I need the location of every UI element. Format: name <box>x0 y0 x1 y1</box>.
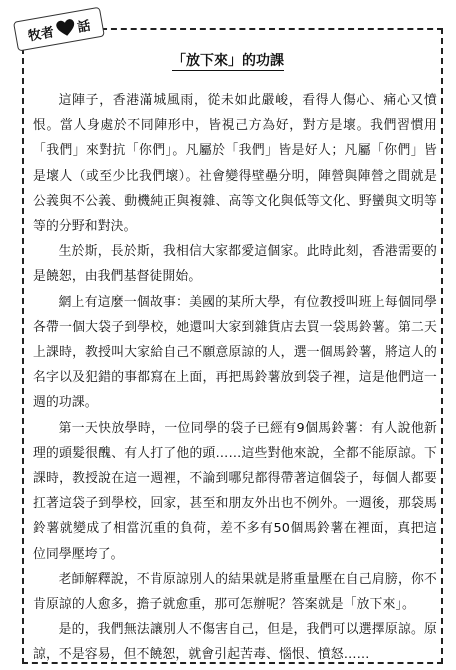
article-body <box>33 88 437 668</box>
badge-right-text: 話 <box>76 18 92 36</box>
badge-left-text: 牧者 <box>26 24 56 44</box>
heart-icon <box>54 17 77 38</box>
paragraph-5: 老師解釋說，不肯原諒別人的結果就是將重量壓在自己肩膀，你不肯原諒的人愈多，擔子就愈重，那可怎辦呢？答案就是「放下來」。 <box>33 571 437 613</box>
paragraph-1: 這陣子，香港滿城風雨，從未如此嚴峻，看得人傷心、痛心又憤恨。當人身處於不同陣形中，皆視己方為好，對方是壞。我們習慣用「我們」來對抗「你們」。凡屬於「我們」皆是好人；凡屬「你們」皆是壞人（或至少比我們壞）。社會變得壁壘分明，陣營與陣營之間就是公義與不公義、動機純正與複雜、高等文化與低等文化、野蠻與文明等等的分野和對決。 <box>33 93 437 235</box>
paragraph-4: 第一天快放學時，一位同學的袋子已經有9個馬鈴薯：有人說他新理的頭髮很醜、有人打了他的頭……這些對他來說，全都不能原諒。下課時，教授說在這一週裡，不論到哪兒都得帶著這個袋子，每個人都要扛著這袋子到學校，回家，甚至和朋友外出也不例外。一週後，那袋馬鈴薯就變成了相當沉重的負荷，差不多有50個馬鈴薯在裡面，真把這位同學壓垮了。 <box>33 420 437 562</box>
paragraph-3: 網上有這麼一個故事：美國的某所大學，有位教授叫班上每個同學各帶一個大袋子到學校，她還叫大家到雜貨店去買一袋馬鈴薯。第二天上課時，教授叫大家給自己不願意原諒的人，選一個馬鈴薯，將這人的名字以及犯錯的事都寫在上面，再把馬鈴薯放到袋子裡，這是他們這一週的功課。 <box>33 294 437 411</box>
paragraph-6: 是的，我們無法讓別人不傷害自己，但是，我們可以選擇原諒。原諒，不是容易，但不饒恕，就會引起苦毒、惱恨、憤怒…… <box>33 622 437 663</box>
paragraph-2: 生於斯，長於斯，我相信大家都愛這個家。此時此刻，香港需要的是饒恕，由我們基督徒開始。 <box>33 244 437 285</box>
article-title-wrap <box>0 50 456 70</box>
article-title: 「放下來」的功課 <box>172 53 284 69</box>
